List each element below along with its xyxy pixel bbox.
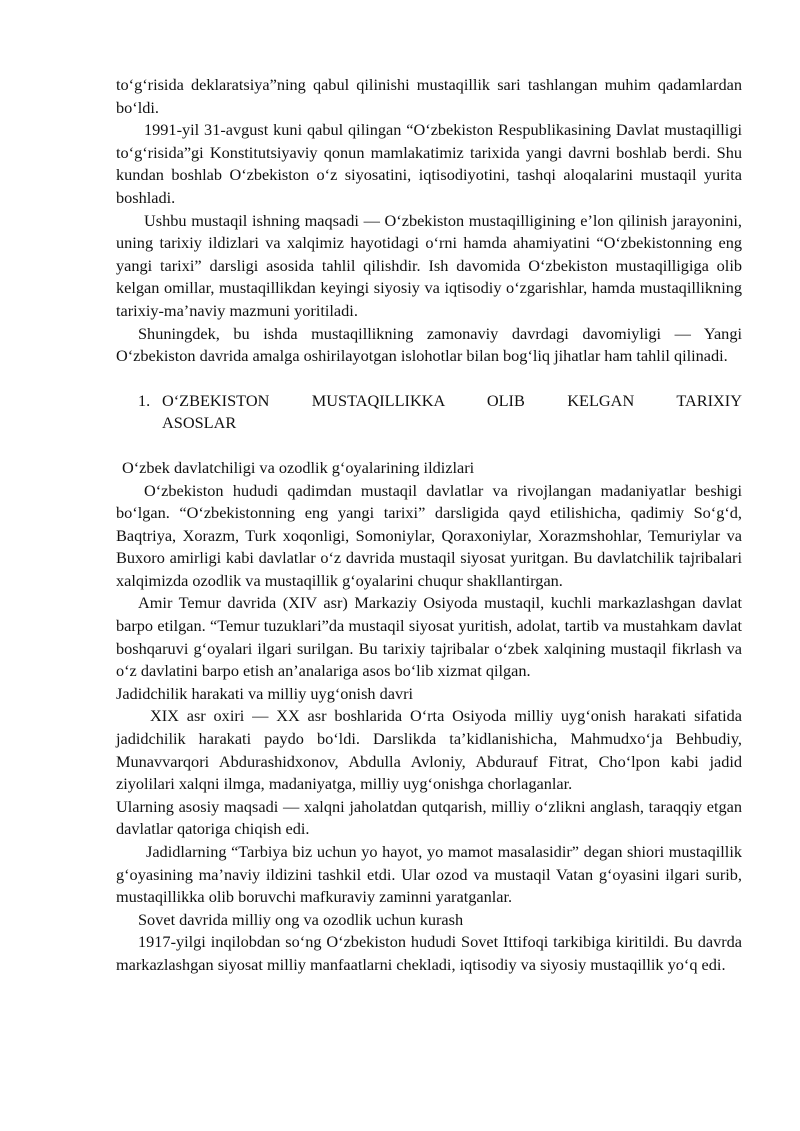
paragraph-jadid-goal: Ularning asosiy maqsadi — xalqni jaholatdan qutqarish, milliy o‘zlikni anglash, taraqqiy etgan davlatlar qatoriga chiqish edi.	[116, 796, 742, 839]
paragraph-soviet-union: 1917-yilgi inqilobdan so‘ng O‘zbekiston hududi Sovet Ittifoqi tarkibiga kiritildi. Bu davrda markazlashgan siyosat milliy manfaatlarni chekladi, iqtisodiy va siyosiy mustaqillik yo‘q edi.	[116, 932, 742, 974]
section-title-line1: O‘ZBEKISTON MUSTAQILLIKKA OLIB KELGAN TARIXIY	[162, 390, 742, 410]
subheading-jadid-movement: Jadidchilik harakati va milliy uyg‘onish davri	[116, 683, 414, 703]
subheading-soviet-period: Sovet davrida milliy ong va ozodlik uchun kurash	[138, 909, 464, 929]
document-page	[116, 74, 742, 977]
paragraph-work-goal: Ushbu mustaqil ishning maqsadi — O‘zbekiston mustaqilligining e’lon qilinish jarayonini, uning tarixiy ildizlari va xalqimiz hayotidagi o‘rni hamda ahamiyatini “O‘zbekistonning eng yangi tarixi” darsligi asosida tahlil qilishdir. Ish davomida O‘zbekiston mustaqilligiga olib kelgan omillar, mustaqillikdan keyingi siyosiy va iqtisodiy o‘zgarishlar, hamda mustaqillikning tarixiy-ma’naviy mazmuni yoritiladi.	[116, 210, 742, 320]
paragraph-constitutional-law: 1991-yil 31-avgust kuni qabul qilingan “O‘zbekiston Respublikasining Davlat mustaqilligi to‘g‘risida”gi Konstitutsiyaviy qonun mamlakatimiz tarixida yangi davrni boshlab berdi. Shu kundan boshlab O‘zbekiston o‘z siyosatini, iqtisodiyotini, tashqi aloqalarini mustaqil yurita boshladi.	[116, 120, 742, 207]
paragraph-amir-temur: Amir Temur davrida (XIV asr) Markaziy Osiyoda mustaqil, kuchli markazlashgan davlat barpo etilgan. “Temur tuzuklari”da mustaqil siyosat yuritish, adolat, tartib va mustahkam davlat boshqaruvi g‘oyalari ilgari surilgan. Bu tarixiy tajribalar o‘zbek xalqining mustaqil fikrlash va o‘z davlatini barpo etish an’analariga asos bo‘lib xizmat qilgan.	[116, 593, 742, 681]
paragraph-new-uzbekistan: Shuningdek, bu ishda mustaqillikning zamonaviy davrdagi davomiyligi — Yangi O‘zbekiston davrida amalga oshirilayotgan islohotlar bilan bog‘liq jihatlar ham tahlil qilinadi.	[116, 323, 742, 366]
paragraph-declaration-end: to‘g‘risida deklaratsiya”ning qabul qilinishi mustaqillik sari tashlangan muhim qadamlardan bo‘ldi.	[116, 75, 742, 117]
paragraph-jadid-slogan: Jadidlarning “Tarbiya biz uchun yo hayot, yo mamot masalasidir” degan shiori mustaqillik g‘oyasining ma’naviy ildizini tashkil etdi. Ular ozod va mustaqil Vatan g‘oyasini ilgari surib, mustaqillikka olib boruvchi mafkuraviy zaminni yaratganlar.	[116, 842, 742, 907]
section-title-line2: ASOSLAR	[162, 413, 237, 433]
section-title	[162, 390, 742, 435]
paragraph-ancient-states: O‘zbekiston hududi qadimdan mustaqil davlatlar va rivojlangan madaniyatlar beshigi bo‘lgan. “O‘zbekistonning eng yangi tarixi” darsligida qayd etilishicha, qadimiy So‘g‘d, Baqtriya, Xorazm, Turk xoqonligi, Somoniylar, Qoraxoniylar, Xorazmshohlar, Temuriylar va Buxoro amirligi kabi davlatlar o‘z davrida mustaqil siyosat yuritgan. Bu davlatchilik tajribalari xalqimizda ozodlik va mustaqillik g‘oyalarini chuqur shakllantirgan.	[116, 480, 742, 590]
section-heading	[116, 390, 742, 435]
subheading-statehood-roots: O‘zbek davlatchiligi va ozodlik g‘oyalarining ildizlari	[122, 457, 475, 477]
paragraph-jadid-origin: XIX asr oxiri — XX asr boshlarida O‘rta Osiyoda milliy uyg‘onish harakati sifatida jadidchilik harakati paydo bo‘ldi. Darslikda ta’kidlanishicha, Mahmudxo‘ja Behbudiy, Munavvarqori Abdurashidxonov, Abdulla Avloniy, Abdurauf Fitrat, Cho‘lpon kabi jadid ziyolilari xalqni ilmga, madaniyatga, milliy uyg‘onishga chorlaganlar.	[116, 706, 742, 794]
section-number: 1.	[138, 390, 151, 410]
